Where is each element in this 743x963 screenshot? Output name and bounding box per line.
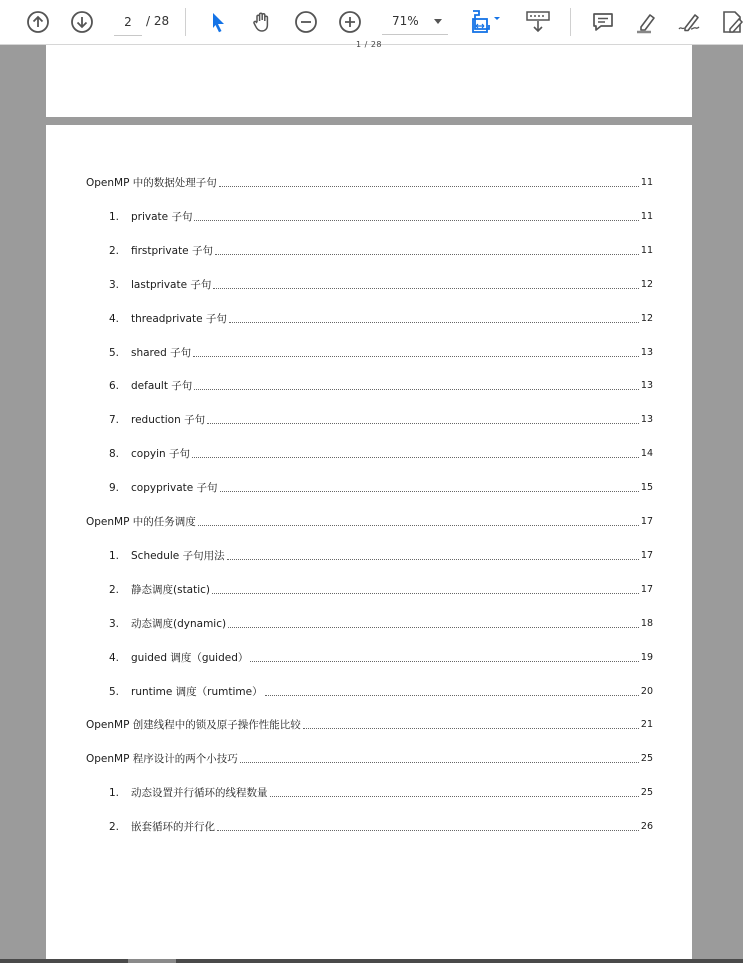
toc-entry-number: 9. <box>109 482 120 494</box>
zoom-out-icon[interactable] <box>293 9 319 35</box>
toc-entry[interactable] <box>109 377 653 393</box>
toc-entry-number: 3. <box>109 618 120 630</box>
toc-entry[interactable] <box>109 818 653 834</box>
toc-entry-title: OpenMP 中的数据处理子句 <box>86 177 217 189</box>
toc-entry-title: shared 子句 <box>131 347 192 359</box>
toc-entry[interactable] <box>109 242 653 258</box>
toc-entry[interactable] <box>109 445 653 461</box>
toc-entry-number: 2. <box>109 584 120 596</box>
toc-entry-title: 动态设置并行循环的线程数量 <box>131 787 268 799</box>
toc-entry-title: copyin 子句 <box>131 448 190 460</box>
toc-entry-title: OpenMP 程序设计的两个小技巧 <box>86 753 238 765</box>
toc-dot-leader <box>303 728 639 729</box>
toc-entry-number: 8. <box>109 448 120 460</box>
toc-dot-leader <box>212 593 639 594</box>
toc-entry-title: reduction 子句 <box>131 414 206 426</box>
toc-entry-page: 25 <box>640 787 653 798</box>
toc-entry-number: 6. <box>109 380 120 392</box>
toc-entry-title: OpenMP 创建线程中的锁及原子操作性能比较 <box>86 719 301 731</box>
horizontal-scrollbar[interactable] <box>0 959 743 963</box>
toc-entry-title: guided 调度（guided） <box>131 652 249 664</box>
toc-dot-leader <box>194 389 639 390</box>
highlight-icon[interactable] <box>634 9 660 35</box>
toc-dot-leader <box>217 830 639 831</box>
toc-entry[interactable] <box>109 649 653 665</box>
toc-entry-number: 7. <box>109 414 120 426</box>
toc-dot-leader <box>192 457 639 458</box>
toc-entry-page: 13 <box>640 414 653 425</box>
toc-entry-number: 4. <box>109 652 120 664</box>
page-count: / 28 <box>146 14 170 28</box>
toc-entry-page: 13 <box>640 347 653 358</box>
toc-entry-title: private 子句 <box>131 211 193 223</box>
toc-entry-number: 5. <box>109 347 120 359</box>
toc-dot-leader <box>227 559 639 560</box>
page-number-input[interactable] <box>114 9 142 36</box>
toc-dot-leader <box>240 762 639 763</box>
toc-entry-page: 12 <box>640 279 653 290</box>
toc-entry-page: 20 <box>640 686 653 697</box>
scroll-mode-icon[interactable] <box>525 9 551 35</box>
toc-entry-title: runtime 调度（rumtime） <box>131 686 263 698</box>
toc-entry[interactable] <box>86 174 653 190</box>
toc-entry[interactable] <box>109 479 653 495</box>
toc-entry[interactable] <box>109 276 653 292</box>
toc-entry[interactable] <box>109 784 653 800</box>
toolbar-divider <box>570 8 571 36</box>
chevron-down-icon <box>434 19 442 24</box>
toc-entry-title: firstprivate 子句 <box>131 245 213 257</box>
toc-entry[interactable] <box>86 716 653 732</box>
toc-dot-leader <box>228 627 639 628</box>
zoom-select[interactable] <box>382 9 448 35</box>
toc-entry-page: 12 <box>640 313 653 324</box>
toc-entry-title: 动态调度(dynamic) <box>131 618 227 630</box>
toc-entry-title: OpenMP 中的任务调度 <box>86 516 196 528</box>
comment-icon[interactable] <box>590 9 616 35</box>
sign-icon[interactable] <box>677 9 703 35</box>
next-page-icon[interactable] <box>69 9 95 35</box>
edit-icon[interactable] <box>720 9 743 35</box>
toc-entry-number: 3. <box>109 279 120 291</box>
toc-entry[interactable] <box>86 513 653 529</box>
select-cursor-icon[interactable] <box>205 9 231 35</box>
toc-entry-page: 11 <box>640 177 653 188</box>
zoom-in-icon[interactable] <box>337 9 363 35</box>
toc-entry[interactable] <box>86 750 653 766</box>
toc-entry[interactable] <box>109 208 653 224</box>
toc-entry-page: 19 <box>640 652 653 663</box>
toc-entry-page: 13 <box>640 380 653 391</box>
toc-dot-leader <box>270 796 639 797</box>
toc-dot-leader <box>198 525 639 526</box>
toc-entry-page: 25 <box>640 753 653 764</box>
zoom-value: 71% <box>392 14 419 28</box>
toc-entry-title: threadprivate 子句 <box>131 313 227 325</box>
pdf-toolbar <box>0 0 743 45</box>
toc-entry-page: 21 <box>640 719 653 730</box>
toc-dot-leader <box>265 695 639 696</box>
toc-entry-title: copyprivate 子句 <box>131 482 218 494</box>
toc-entry[interactable] <box>109 615 653 631</box>
toc-entry-page: 17 <box>640 516 653 527</box>
prev-page-icon[interactable] <box>25 9 51 35</box>
toc-dot-leader <box>250 661 639 662</box>
page-footer: 1 / 28 <box>355 40 383 49</box>
toc-dot-leader <box>194 220 638 221</box>
hand-icon[interactable] <box>249 9 275 35</box>
toc-entry-page: 15 <box>640 482 653 493</box>
toc-entry-page: 11 <box>640 245 653 256</box>
scrollbar-thumb[interactable] <box>128 959 176 963</box>
toc-dot-leader <box>193 356 639 357</box>
toc-entry-title: Schedule 子句用法 <box>131 550 225 562</box>
toc-entry-page: 26 <box>640 821 653 832</box>
toc-dot-leader <box>215 254 639 255</box>
toc-entry[interactable] <box>109 344 653 360</box>
toc-dot-leader <box>220 491 639 492</box>
toc-dot-leader <box>207 423 639 424</box>
toc-entry-title: 静态调度(static) <box>131 584 211 596</box>
toc-entry-page: 17 <box>640 550 653 561</box>
toc-entry-number: 2. <box>109 245 120 257</box>
toc-entry-number: 1. <box>109 550 120 562</box>
toc-entry[interactable] <box>109 683 653 699</box>
toc-entry-title: default 子句 <box>131 380 193 392</box>
toc-entry-title: 嵌套循环的并行化 <box>131 821 215 833</box>
toc-entry-number: 2. <box>109 821 120 833</box>
toc-entry-page: 17 <box>640 584 653 595</box>
toc-entry-page: 11 <box>640 211 653 222</box>
toc-entry[interactable] <box>109 411 653 427</box>
toolbar-divider <box>185 8 186 36</box>
previous-page <box>46 40 692 117</box>
toc-entry-number: 5. <box>109 686 120 698</box>
fit-page-icon[interactable] <box>470 9 504 35</box>
toc-dot-leader <box>213 288 639 289</box>
toc-entry-title: lastprivate 子句 <box>131 279 212 291</box>
toc-dot-leader <box>219 186 639 187</box>
toc-dot-leader <box>229 322 639 323</box>
toc-entry-number: 1. <box>109 211 120 223</box>
toc-entry[interactable] <box>109 310 653 326</box>
toc-entry-page: 14 <box>640 448 653 459</box>
toc-entry-page: 18 <box>640 618 653 629</box>
toc-entry[interactable] <box>109 547 653 563</box>
toc-entry-number: 4. <box>109 313 120 325</box>
toc-entry-number: 1. <box>109 787 120 799</box>
toc-entry[interactable] <box>109 581 653 597</box>
current-page <box>46 125 692 963</box>
